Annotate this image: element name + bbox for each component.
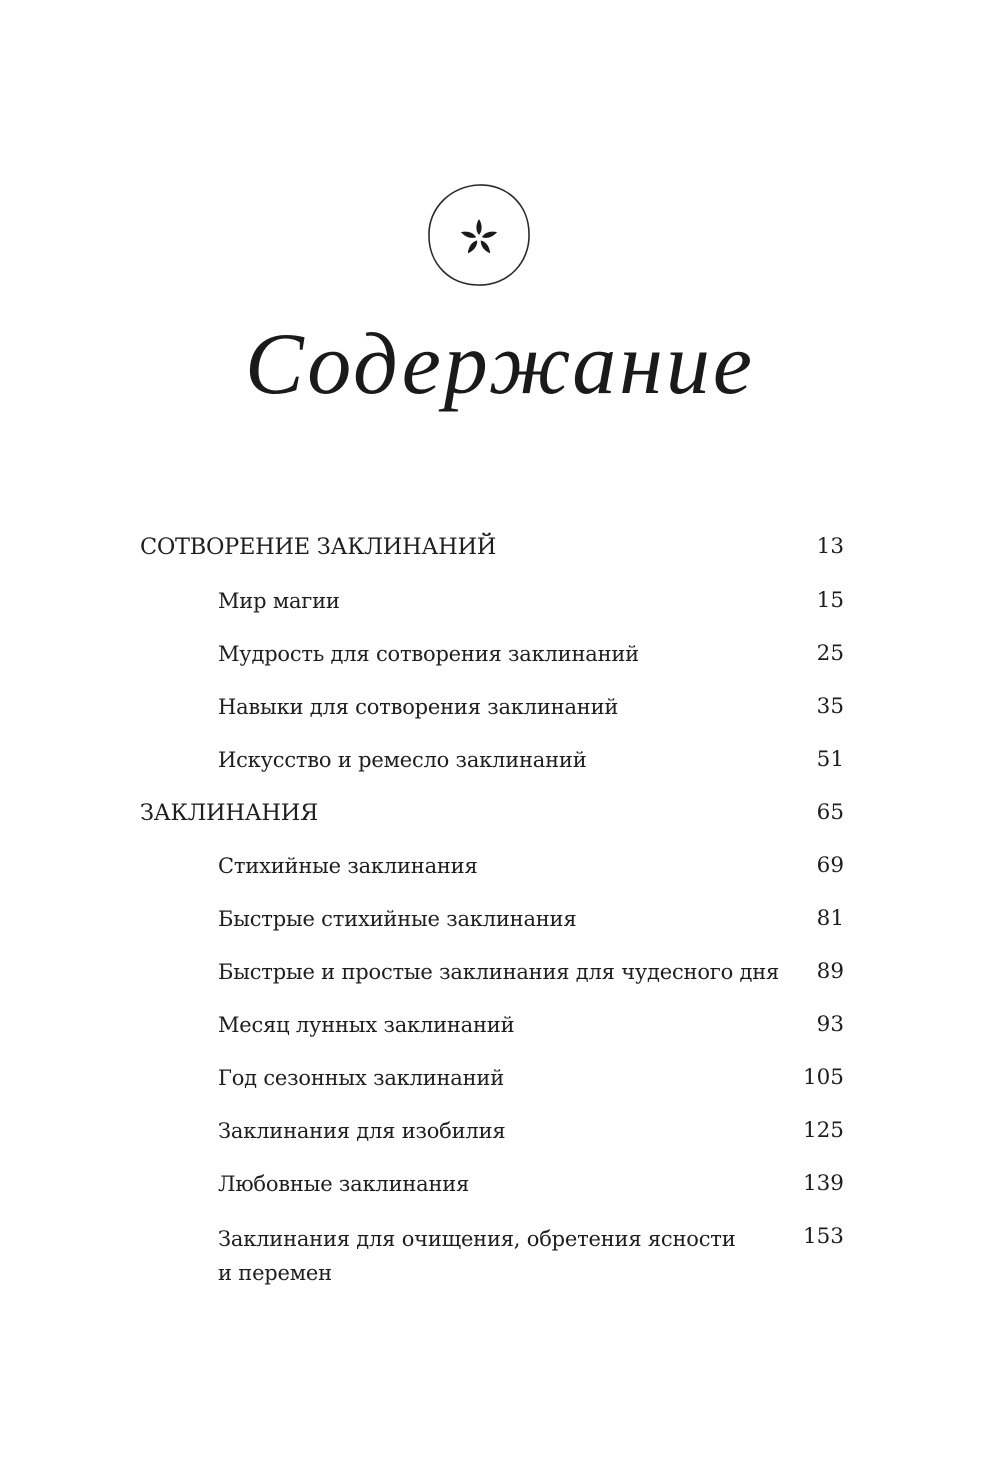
toc-entry-title: Искусство и ремесло заклинаний bbox=[218, 748, 587, 772]
toc-entry-title: Год сезонных заклинаний bbox=[218, 1066, 505, 1090]
toc-entry-page: 15 bbox=[816, 588, 844, 613]
toc-entry-page: 35 bbox=[816, 694, 844, 719]
toc-entry-page: 153 bbox=[802, 1224, 844, 1249]
toc-entry-page: 13 bbox=[816, 534, 844, 559]
toc-entry-page: 51 bbox=[816, 747, 844, 772]
toc-entry-page: 93 bbox=[816, 1012, 844, 1037]
toc-entry-title: Месяц лунных заклинаний bbox=[218, 1013, 515, 1037]
toc-entry-title: Заклинания для очищения, обретения ясности и перемен bbox=[218, 1227, 736, 1285]
toc-entry-title: Быстрые и простые заклинания для чудесного дня bbox=[218, 960, 780, 984]
toc-entry-page: 139 bbox=[802, 1171, 844, 1196]
toc-entry-page: 89 bbox=[816, 959, 844, 984]
toc-entry-title: Заклинания для изобилия bbox=[218, 1119, 506, 1143]
toc-entry-title: Любовные заклинания bbox=[218, 1172, 470, 1196]
toc-entry-title: ЗАКЛИНАНИЯ bbox=[140, 800, 318, 826]
toc-entry-title: Навыки для сотворения заклинаний bbox=[218, 695, 619, 719]
toc-entry-title: Мир магии bbox=[218, 589, 340, 613]
toc-entry-title: СОТВОРЕНИЕ ЗАКЛИНАНИЙ bbox=[140, 534, 497, 560]
toc-entry-page: 125 bbox=[802, 1118, 844, 1143]
page-title: Содержание bbox=[244, 316, 755, 413]
toc-entry-page: 65 bbox=[816, 800, 844, 825]
toc-entry-page: 25 bbox=[816, 641, 844, 666]
toc-entry-page: 105 bbox=[802, 1065, 844, 1090]
toc-entry-page: 69 bbox=[816, 853, 844, 878]
toc-entry-title: Мудрость для сотворения заклинаний bbox=[218, 642, 639, 666]
toc-entry-page: 81 bbox=[816, 906, 844, 931]
toc-entry-title: Стихийные заклинания bbox=[218, 854, 478, 878]
toc-entry-title: Быстрые стихийные заклинания bbox=[218, 907, 577, 931]
